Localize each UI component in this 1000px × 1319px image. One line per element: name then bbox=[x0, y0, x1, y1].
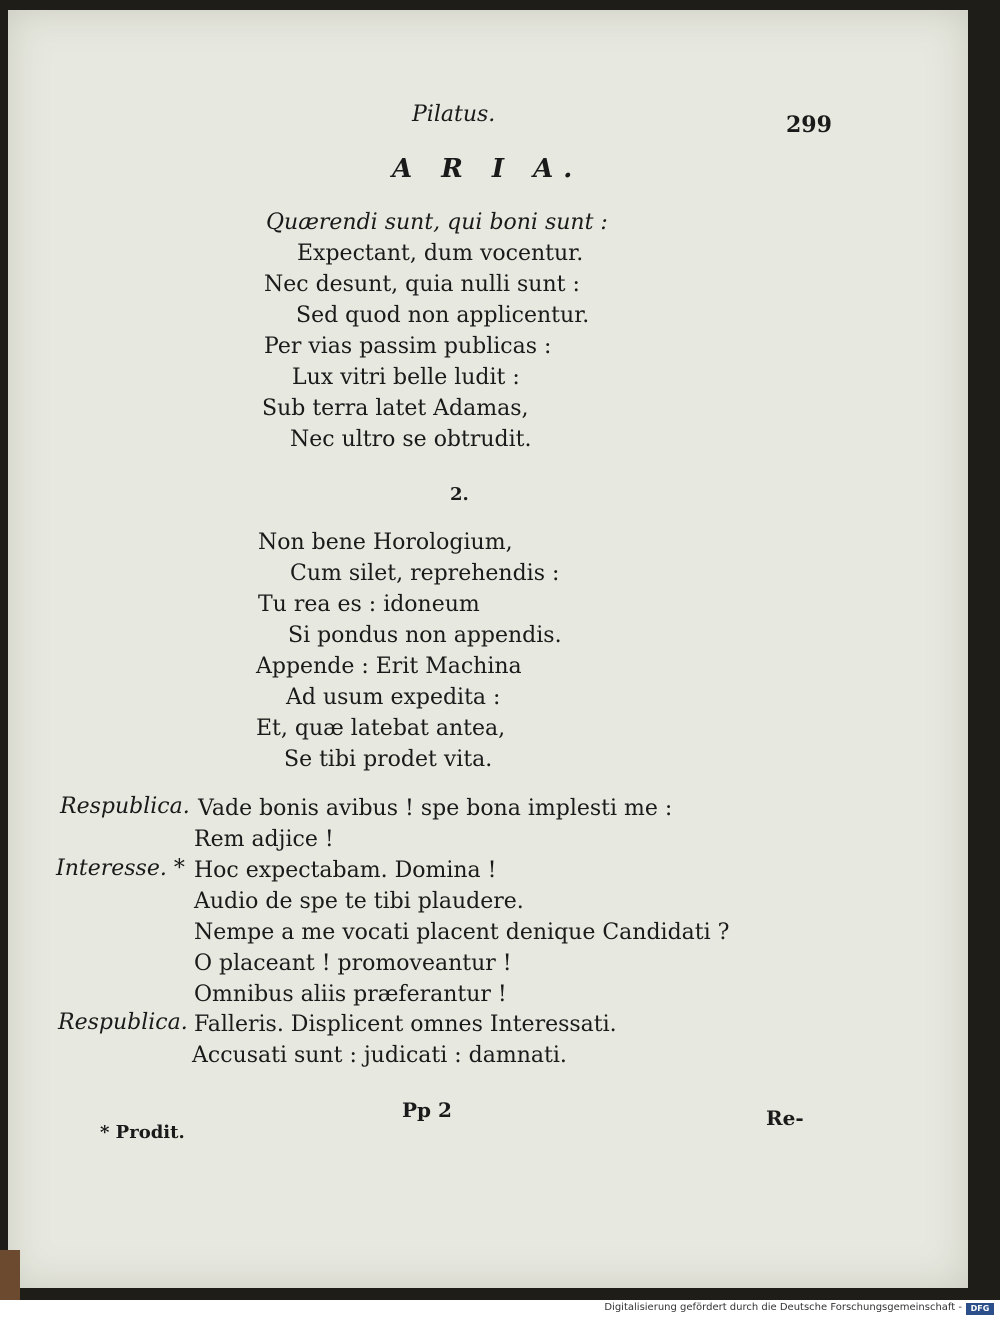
signature-mark: Pp 2 bbox=[402, 1098, 452, 1122]
speaker-label: Respublica. bbox=[60, 794, 190, 819]
footnote: * Prodit. bbox=[100, 1122, 185, 1143]
stanza-number: 2. bbox=[450, 484, 469, 505]
running-title: Pilatus. bbox=[412, 102, 496, 127]
verse-line: Per vias passim publicas : bbox=[264, 334, 552, 359]
book-spine-edge bbox=[0, 1250, 20, 1300]
speech-line: Rem adjice ! bbox=[194, 827, 334, 852]
credit-bar bbox=[0, 1300, 1000, 1319]
verse-line: Si pondus non appendis. bbox=[288, 623, 562, 648]
verse-line: Nec ultro se obtrudit. bbox=[290, 427, 532, 452]
speaker-label: Interesse. * bbox=[56, 856, 185, 881]
verse-line: Se tibi prodet vita. bbox=[284, 747, 493, 772]
speech-line: Audio de spe te tibi plaudere. bbox=[194, 889, 524, 914]
speech-line: Accusati sunt : judicati : damnati. bbox=[192, 1043, 567, 1068]
speech-line: Omnibus aliis præferantur ! bbox=[194, 982, 507, 1007]
verse-line: Et, quæ latebat antea, bbox=[256, 716, 506, 741]
catchword: Re- bbox=[766, 1106, 804, 1130]
verse-line: Non bene Horologium, bbox=[258, 530, 513, 555]
speech-line: Falleris. Displicent omnes Interessati. bbox=[194, 1012, 617, 1037]
verse-line: Cum silet, reprehendis : bbox=[290, 561, 560, 586]
speech-line: Nempe a me vocati placent denique Candidati ? bbox=[194, 920, 730, 945]
dfg-logo: DFG bbox=[966, 1303, 994, 1315]
verse-line: Appende : Erit Machina bbox=[256, 654, 522, 679]
speech-line: O placeant ! promoveantur ! bbox=[194, 951, 512, 976]
verse-line: Sed quod non applicentur. bbox=[296, 303, 590, 328]
speaker-label: Respublica. bbox=[58, 1010, 188, 1035]
verse-line: Tu rea es : idoneum bbox=[258, 592, 480, 617]
speech-line: Hoc expectabam. Domina ! bbox=[194, 858, 497, 883]
verse-line: Expectant, dum vocentur. bbox=[297, 241, 584, 266]
credit-text: Digitalisierung gefördert durch die Deutsche Forschungsgemeinschaft - bbox=[604, 1302, 962, 1313]
verse-line: Sub terra latet Adamas, bbox=[262, 396, 529, 421]
book-page bbox=[8, 10, 968, 1288]
verse-word: Quærendi sunt, qui boni sunt : bbox=[266, 210, 608, 235]
speech-line: Vade bonis avibus ! spe bona implesti me : bbox=[198, 796, 673, 821]
verse-line bbox=[266, 212, 608, 234]
page-number: 299 bbox=[786, 112, 832, 138]
verse-line: Nec desunt, quia nulli sunt : bbox=[264, 272, 580, 297]
verse-line: Lux vitri belle ludit : bbox=[292, 365, 520, 390]
aria-title: A R I A. bbox=[392, 154, 583, 184]
verse-line: Ad usum expedita : bbox=[286, 685, 501, 710]
